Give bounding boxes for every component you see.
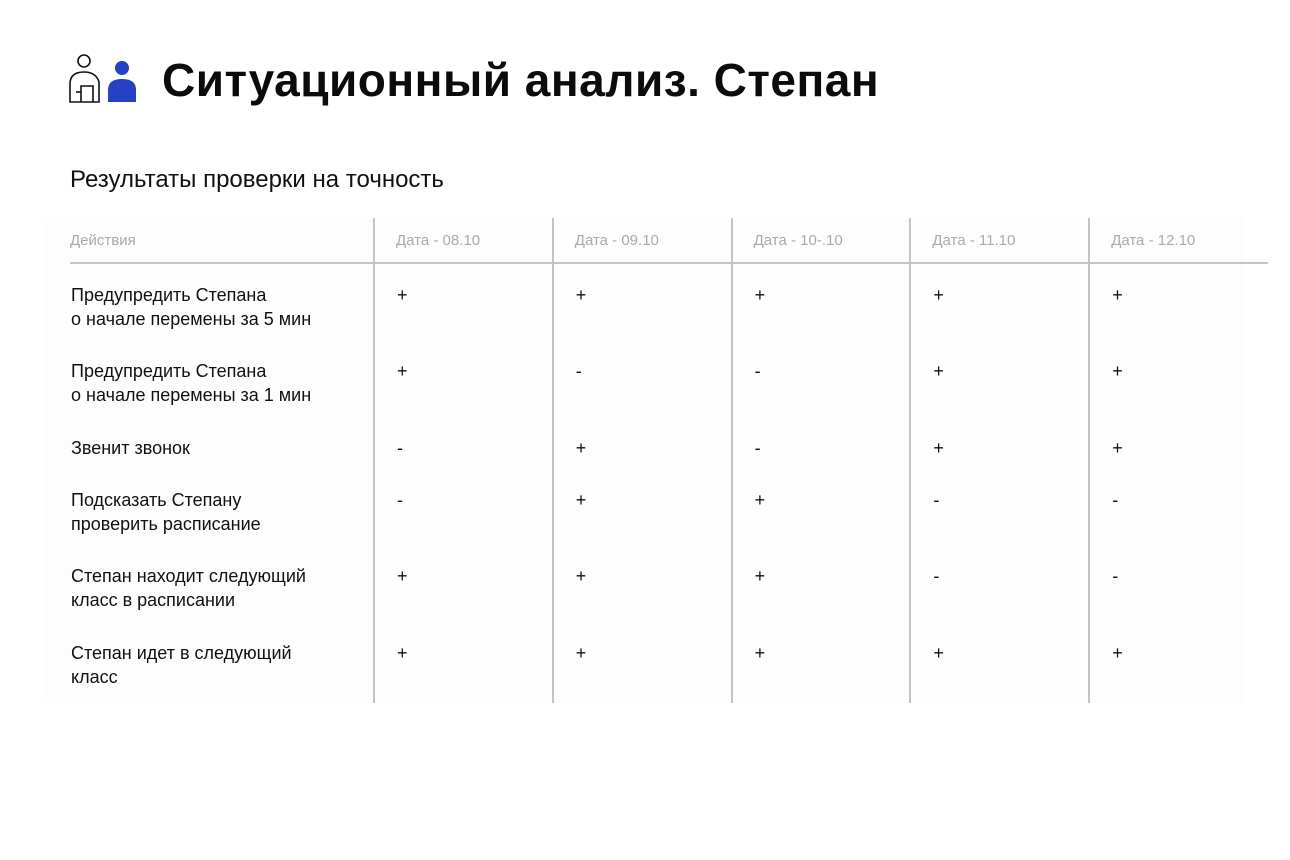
- result-cell: +: [732, 545, 911, 622]
- result-cell: +: [374, 622, 553, 703]
- column-header-date: Дата - 09.10: [553, 218, 732, 263]
- result-cell: +: [374, 340, 553, 417]
- table-row: [70, 545, 1268, 622]
- result-cell: +: [732, 622, 911, 703]
- action-cell: Предупредить Степана о начале перемены за 1 мин: [71, 360, 312, 405]
- result-cell: +: [553, 622, 732, 703]
- result-cell: +: [732, 263, 911, 340]
- result-cell: +: [910, 263, 1089, 340]
- action-cell: Степан идет в следующий класс: [71, 643, 292, 688]
- result-cell: +: [910, 622, 1089, 703]
- result-cell: +: [553, 263, 732, 340]
- column-header-date: Дата - 08.10: [374, 218, 553, 263]
- table-header-row: [70, 218, 1268, 263]
- table-row: [70, 622, 1268, 703]
- result-cell: +: [374, 545, 553, 622]
- action-cell: Подсказать Степану проверить расписание: [71, 489, 261, 534]
- action-cell: Степан находит следующий класс в расписании: [71, 566, 306, 611]
- result-cell: +: [732, 469, 911, 546]
- result-cell: +: [1089, 417, 1268, 469]
- table-row: [70, 263, 1268, 340]
- result-cell: +: [1089, 622, 1268, 703]
- column-header-date: Дата - 12.10: [1089, 218, 1268, 263]
- result-cell: +: [553, 545, 732, 622]
- result-cell: -: [1089, 545, 1268, 622]
- result-cell: -: [732, 340, 911, 417]
- table-row: [70, 417, 1268, 469]
- result-cell: +: [374, 263, 553, 340]
- result-cell: -: [910, 545, 1089, 622]
- table-row: [70, 469, 1268, 546]
- result-cell: -: [910, 469, 1089, 546]
- result-cell: -: [374, 417, 553, 469]
- result-cell: +: [553, 469, 732, 546]
- result-cell: -: [1089, 469, 1268, 546]
- column-header-actions: Действия: [70, 218, 374, 263]
- result-cell: +: [553, 417, 732, 469]
- header: [66, 52, 879, 108]
- result-cell: -: [553, 340, 732, 417]
- people-icon: [66, 52, 138, 108]
- result-cell: +: [910, 340, 1089, 417]
- result-cell: +: [1089, 340, 1268, 417]
- results-table-panel: [46, 218, 1244, 702]
- page-title: Ситуационный анализ. Степан: [162, 54, 880, 106]
- result-cell: -: [374, 469, 553, 546]
- result-cell: +: [910, 417, 1089, 469]
- table-row: [70, 340, 1268, 417]
- action-cell: Звенит звонок: [71, 437, 190, 458]
- column-header-date: Дата - 11.10: [910, 218, 1089, 263]
- action-cell: Предупредить Степана о начале перемены за 5 мин: [71, 285, 312, 329]
- results-table: [70, 218, 1268, 703]
- result-cell: -: [732, 417, 911, 469]
- section-subtitle: Результаты проверки на точность: [70, 166, 444, 193]
- result-cell: +: [1089, 263, 1268, 340]
- column-header-date: Дата - 10-.10: [732, 218, 911, 263]
